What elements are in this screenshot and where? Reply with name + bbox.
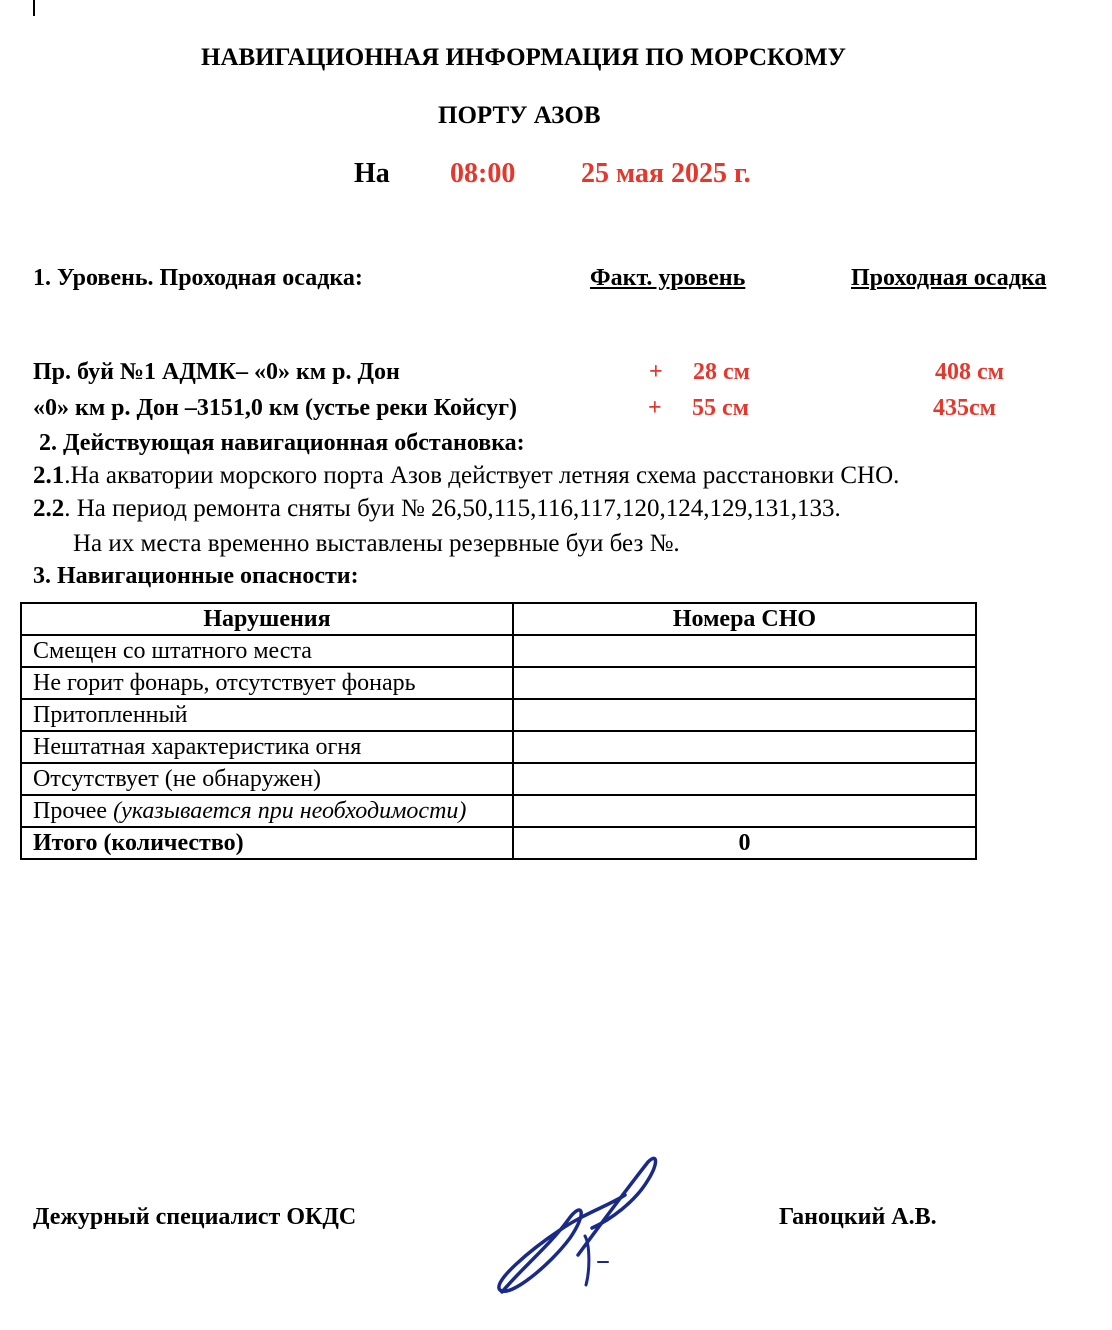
violation-cell: Не горит фонарь, отсутствует фонарь	[21, 667, 513, 699]
other-note: (указывается при необходимости)	[113, 798, 467, 824]
col-violations-header: Нарушения	[21, 603, 513, 635]
sno-cell[interactable]	[513, 795, 976, 827]
level-row-2-location: «0» км р. Дон –3151,0 км (устье реки Койсуг)	[33, 395, 517, 421]
item-2-2-text: . На период ремонта сняты буи № 26,50,115,116,117,120,124,129,131,133.	[64, 495, 841, 522]
sno-cell[interactable]	[513, 667, 976, 699]
col-draft-header: Проходная осадка	[851, 265, 1047, 291]
sno-cell[interactable]	[513, 763, 976, 795]
total-label: Итого (количество)	[21, 827, 513, 859]
table-row	[21, 763, 976, 795]
duty-specialist-label: Дежурный специалист ОКДС	[33, 1204, 357, 1230]
on-label: На	[354, 158, 390, 189]
level-row-1-sign: +	[649, 359, 663, 385]
text-cursor	[33, 0, 35, 16]
dangers-table	[20, 602, 977, 860]
table-row-other	[21, 795, 976, 827]
violation-cell: Нештатная характеристика огня	[21, 731, 513, 763]
sno-cell[interactable]	[513, 635, 976, 667]
item-2-1-text: .На акватории морского порта Азов действует летняя схема расстановки СНО.	[64, 462, 900, 489]
violation-cell: Притопленный	[21, 699, 513, 731]
item-2-2-continuation: На их места временно выставлены резервные буи без №.	[73, 530, 680, 557]
total-value: 0	[513, 827, 976, 859]
col-sno-numbers-header: Номера СНО	[513, 603, 976, 635]
other-label: Прочее	[33, 798, 114, 824]
violation-other-cell	[21, 795, 513, 827]
title-line-1: НАВИГАЦИОННАЯ ИНФОРМАЦИЯ ПО МОРСКОМУ	[201, 44, 846, 71]
item-2-2	[33, 495, 841, 523]
sno-cell[interactable]	[513, 699, 976, 731]
level-row-1-level: 28 см	[693, 359, 750, 385]
level-row-2-sign: +	[648, 395, 662, 421]
level-row-1-draft: 408 см	[935, 359, 1004, 385]
report-time: 08:00	[450, 158, 516, 189]
col-level-header: Факт. уровень	[590, 265, 746, 291]
signatory-name: Ганоцкий А.В.	[779, 1204, 937, 1230]
level-row-1-location: Пр. буй №1 АДМК– «0» км р. Дон	[33, 359, 400, 385]
item-2-2-number: 2.2	[33, 495, 65, 522]
level-row-2-level: 55 см	[692, 395, 749, 421]
table-header-row	[21, 603, 976, 635]
section3-heading: 3. Навигационные опасности:	[33, 563, 359, 589]
section1-heading: 1. Уровень. Проходная осадка:	[33, 265, 363, 291]
item-2-1-number: 2.1	[33, 462, 65, 489]
table-row	[21, 667, 976, 699]
item-2-1	[33, 462, 899, 490]
signature-icon	[490, 1150, 670, 1300]
level-row-2-draft: 435см	[933, 395, 996, 421]
sno-cell[interactable]	[513, 731, 976, 763]
report-date: 25 мая 2025 г.	[581, 158, 751, 189]
section2-heading: 2. Действующая навигационная обстановка:	[39, 430, 525, 456]
title-line-2: ПОРТУ АЗОВ	[438, 102, 601, 129]
table-row	[21, 699, 976, 731]
table-row-total	[21, 827, 976, 859]
table-row	[21, 731, 976, 763]
violation-cell: Смещен со штатного места	[21, 635, 513, 667]
table-row	[21, 635, 976, 667]
violation-cell: Отсутствует (не обнаружен)	[21, 763, 513, 795]
